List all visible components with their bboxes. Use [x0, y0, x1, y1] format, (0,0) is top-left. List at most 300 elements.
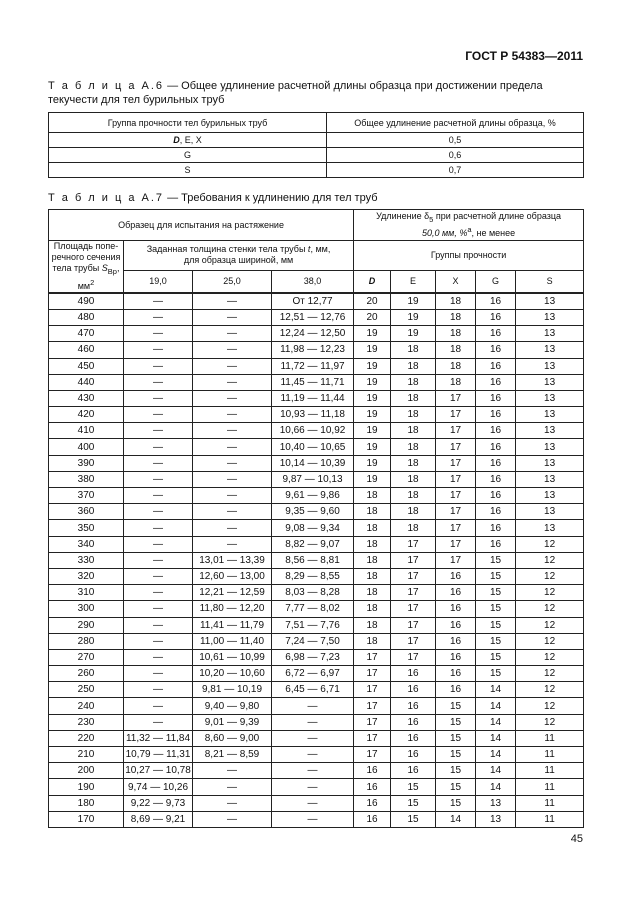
width-19-cell: — — [124, 666, 193, 682]
page-number: 45 — [570, 833, 583, 845]
group-d-cell: 20 — [354, 293, 391, 310]
group-s-cell: 12 — [516, 617, 584, 633]
area-cell: 420 — [49, 407, 124, 423]
width-19-cell: — — [124, 423, 193, 439]
area-cell: 480 — [49, 309, 124, 325]
area-cell: 240 — [49, 698, 124, 714]
area-cell: 370 — [49, 488, 124, 504]
group-e-cell: 18 — [391, 455, 436, 471]
group-e-cell: 16 — [391, 730, 436, 746]
group-d-cell: 18 — [354, 488, 391, 504]
width-25-cell: — — [193, 455, 272, 471]
group-s-cell: 12 — [516, 633, 584, 649]
group-x-cell: 16 — [436, 666, 476, 682]
table-a6-header-elongation: Общее удлинение расчетной длины образца, % — [327, 113, 584, 133]
width-19-cell: — — [124, 504, 193, 520]
group-s-cell: 13 — [516, 471, 584, 487]
width-25-cell: — — [193, 293, 272, 310]
width-25-cell: — — [193, 520, 272, 536]
group-s-cell: 11 — [516, 763, 584, 779]
group-g-cell: 15 — [476, 552, 516, 568]
width-19-cell: — — [124, 633, 193, 649]
group-x-cell: 16 — [436, 601, 476, 617]
width-19-cell: — — [124, 520, 193, 536]
width-19-cell: — — [124, 309, 193, 325]
group-g-cell: 16 — [476, 520, 516, 536]
group-e-cell: 17 — [391, 601, 436, 617]
width-25-cell: — — [193, 811, 272, 827]
header-area-sup: 2 — [90, 277, 95, 287]
header-area-text-5: мм — [77, 280, 91, 291]
group-cell-text: , E, X — [179, 135, 202, 145]
width-38-cell: 6,72 — 6,97 — [272, 666, 354, 682]
table-a6-label: Т а б л и ц а А.6 — [48, 80, 165, 92]
header-elongation — [354, 210, 584, 241]
group-x-cell: 17 — [436, 455, 476, 471]
area-cell: 340 — [49, 536, 124, 552]
table-row — [49, 455, 584, 471]
group-e-cell: 18 — [391, 358, 436, 374]
group-cell — [49, 133, 327, 148]
group-d-cell: 17 — [354, 730, 391, 746]
table-row — [49, 552, 584, 568]
header-width-38: 38,0 — [272, 270, 354, 293]
width-38-cell: 8,29 — 8,55 — [272, 568, 354, 584]
group-e-cell: 16 — [391, 714, 436, 730]
group-g-cell: 14 — [476, 747, 516, 763]
width-25-cell: 9,81 — 10,19 — [193, 682, 272, 698]
elongation-cell: 0,7 — [327, 163, 584, 178]
table-row — [49, 326, 584, 342]
group-g-cell: 16 — [476, 439, 516, 455]
group-e-cell: 17 — [391, 568, 436, 584]
area-cell: 300 — [49, 601, 124, 617]
group-g-cell: 16 — [476, 407, 516, 423]
width-19-cell: — — [124, 682, 193, 698]
area-cell: 490 — [49, 293, 124, 310]
group-d-cell: 18 — [354, 504, 391, 520]
group-s-cell: 13 — [516, 504, 584, 520]
group-g-cell: 14 — [476, 682, 516, 698]
width-19-cell: 10,27 — 10,78 — [124, 763, 193, 779]
group-x-cell: 18 — [436, 293, 476, 310]
header-area-text-2: речного сечения — [51, 252, 121, 262]
group-d-cell: 19 — [354, 407, 391, 423]
group-d-cell: 16 — [354, 811, 391, 827]
width-19-cell: — — [124, 698, 193, 714]
table-row — [49, 601, 584, 617]
width-38-cell: — — [272, 730, 354, 746]
table-row — [49, 342, 584, 358]
group-x-cell: 17 — [436, 390, 476, 406]
group-e-cell: 16 — [391, 747, 436, 763]
table-a6-header-group: Группа прочности тел бурильных труб — [49, 113, 327, 133]
group-g-cell: 14 — [476, 730, 516, 746]
group-e-cell: 18 — [391, 439, 436, 455]
table-row — [49, 374, 584, 390]
area-cell: 430 — [49, 390, 124, 406]
header-strength-groups: Группы прочности — [354, 241, 584, 271]
group-s-cell: 13 — [516, 407, 584, 423]
width-38-cell: От 12,77 — [272, 293, 354, 310]
group-d-cell: 19 — [354, 374, 391, 390]
table-row — [49, 358, 584, 374]
width-25-cell: — — [193, 390, 272, 406]
width-38-cell: 8,56 — 8,81 — [272, 552, 354, 568]
width-38-cell: — — [272, 779, 354, 795]
area-cell: 410 — [49, 423, 124, 439]
group-s-cell: 11 — [516, 779, 584, 795]
table-row — [49, 779, 584, 795]
width-38-cell: 11,72 — 11,97 — [272, 358, 354, 374]
group-e-cell: 16 — [391, 763, 436, 779]
area-cell: 290 — [49, 617, 124, 633]
group-e-cell: 17 — [391, 633, 436, 649]
group-s-cell: 12 — [516, 649, 584, 665]
group-x-cell: 17 — [436, 504, 476, 520]
group-x-cell: 16 — [436, 649, 476, 665]
group-s-cell: 13 — [516, 293, 584, 310]
area-cell: 200 — [49, 763, 124, 779]
header-elongation-sub: 5 — [429, 214, 434, 224]
group-e-cell: 18 — [391, 471, 436, 487]
group-e-cell: 19 — [391, 309, 436, 325]
group-g-cell: 16 — [476, 309, 516, 325]
group-s-cell: 13 — [516, 309, 584, 325]
table-a7-body — [49, 293, 584, 828]
table-row — [49, 439, 584, 455]
area-cell: 330 — [49, 552, 124, 568]
group-g-cell: 15 — [476, 666, 516, 682]
group-s-cell: 13 — [516, 488, 584, 504]
group-e-cell: 18 — [391, 390, 436, 406]
width-38-cell: 12,51 — 12,76 — [272, 309, 354, 325]
group-s-cell: 12 — [516, 601, 584, 617]
area-cell: 400 — [49, 439, 124, 455]
width-19-cell: 11,32 — 11,84 — [124, 730, 193, 746]
group-g-cell: 16 — [476, 455, 516, 471]
table-row — [49, 795, 584, 811]
table-row — [49, 730, 584, 746]
table-row — [49, 536, 584, 552]
area-cell: 320 — [49, 568, 124, 584]
group-g-cell: 15 — [476, 601, 516, 617]
area-cell: 470 — [49, 326, 124, 342]
width-19-cell: 9,22 — 9,73 — [124, 795, 193, 811]
width-19-cell: — — [124, 407, 193, 423]
group-g-cell: 16 — [476, 342, 516, 358]
group-d-cell: 17 — [354, 649, 391, 665]
width-38-cell: — — [272, 811, 354, 827]
width-19-cell: — — [124, 714, 193, 730]
group-e-cell: 18 — [391, 342, 436, 358]
group-s-cell: 13 — [516, 439, 584, 455]
group-x-cell: 18 — [436, 342, 476, 358]
table-row — [49, 390, 584, 406]
group-s-cell: 12 — [516, 568, 584, 584]
header-area-text-4: , — [116, 263, 120, 273]
group-s-cell: 12 — [516, 714, 584, 730]
header-thickness — [124, 241, 354, 271]
group-d-cell: 18 — [354, 568, 391, 584]
width-25-cell: 12,21 — 12,59 — [193, 585, 272, 601]
group-s-cell: 13 — [516, 423, 584, 439]
group-x-cell: 17 — [436, 536, 476, 552]
group-d-cell: 17 — [354, 666, 391, 682]
width-19-cell: — — [124, 488, 193, 504]
group-d-cell: 19 — [354, 390, 391, 406]
width-25-cell: 9,01 — 9,39 — [193, 714, 272, 730]
width-38-cell: — — [272, 747, 354, 763]
table-a7-label: Т а б л и ц а А.7 — [48, 192, 165, 204]
width-25-cell: — — [193, 358, 272, 374]
area-cell: 190 — [49, 779, 124, 795]
table-row — [49, 585, 584, 601]
table-row — [49, 811, 584, 827]
group-x-cell: 16 — [436, 568, 476, 584]
header-thickness-text-1: Заданная толщина стенки тела трубы — [146, 244, 308, 255]
group-x-cell: 16 — [436, 682, 476, 698]
group-x-cell: 15 — [436, 795, 476, 811]
width-38-cell: 9,87 — 10,13 — [272, 471, 354, 487]
area-cell: 170 — [49, 811, 124, 827]
group-x-cell: 16 — [436, 617, 476, 633]
width-19-cell: 8,69 — 9,21 — [124, 811, 193, 827]
header-group-g: G — [476, 270, 516, 293]
width-19-cell: — — [124, 390, 193, 406]
area-cell: 310 — [49, 585, 124, 601]
width-38-cell: 12,24 — 12,50 — [272, 326, 354, 342]
width-19-cell: — — [124, 471, 193, 487]
group-g-cell: 16 — [476, 423, 516, 439]
group-d-cell: 19 — [354, 455, 391, 471]
group-g-cell: 13 — [476, 811, 516, 827]
width-38-cell: 6,98 — 7,23 — [272, 649, 354, 665]
width-25-cell: — — [193, 407, 272, 423]
width-38-cell: 9,35 — 9,60 — [272, 504, 354, 520]
header-elongation-sup: a — [467, 225, 472, 235]
width-19-cell: — — [124, 552, 193, 568]
header-group-s: S — [516, 270, 584, 293]
header-elongation-text-1: Удлинение δ — [376, 210, 430, 221]
table-row — [49, 423, 584, 439]
group-d-cell: 16 — [354, 763, 391, 779]
group-s-cell: 13 — [516, 390, 584, 406]
width-38-cell: 10,93 — 11,18 — [272, 407, 354, 423]
group-x-cell: 15 — [436, 779, 476, 795]
group-x-cell: 15 — [436, 763, 476, 779]
header-elongation-text-3: 50,0 мм, % — [421, 228, 468, 239]
table-row — [49, 747, 584, 763]
group-x-cell: 18 — [436, 358, 476, 374]
header-group-x: X — [436, 270, 476, 293]
width-38-cell: — — [272, 763, 354, 779]
header-area-text-3: тела трубы — [52, 263, 102, 273]
width-25-cell: 9,40 — 9,80 — [193, 698, 272, 714]
header-thickness-text-2: , мм, — [310, 244, 331, 255]
group-g-cell: 16 — [476, 488, 516, 504]
width-19-cell: 9,74 — 10,26 — [124, 779, 193, 795]
group-s-cell: 13 — [516, 455, 584, 471]
width-38-cell: 6,45 — 6,71 — [272, 682, 354, 698]
area-cell: 380 — [49, 471, 124, 487]
area-cell: 210 — [49, 747, 124, 763]
width-25-cell: — — [193, 471, 272, 487]
group-x-cell: 17 — [436, 423, 476, 439]
group-e-cell: 17 — [391, 649, 436, 665]
width-25-cell: 10,61 — 10,99 — [193, 649, 272, 665]
group-g-cell: 15 — [476, 568, 516, 584]
group-cell-bold: D — [173, 135, 180, 145]
group-e-cell: 17 — [391, 585, 436, 601]
header-area — [49, 241, 124, 293]
width-25-cell: 11,41 — 11,79 — [193, 617, 272, 633]
area-cell: 360 — [49, 504, 124, 520]
group-g-cell: 15 — [476, 617, 516, 633]
area-cell: 390 — [49, 455, 124, 471]
group-d-cell: 20 — [354, 309, 391, 325]
width-38-cell: — — [272, 698, 354, 714]
area-cell: 350 — [49, 520, 124, 536]
group-s-cell: 13 — [516, 374, 584, 390]
group-x-cell: 18 — [436, 374, 476, 390]
area-cell: 230 — [49, 714, 124, 730]
group-d-cell: 16 — [354, 795, 391, 811]
group-x-cell: 16 — [436, 633, 476, 649]
header-elongation-text-4: , не менее — [471, 228, 516, 239]
group-d-cell: 18 — [354, 601, 391, 617]
table-row — [49, 714, 584, 730]
table-row — [49, 163, 584, 178]
group-g-cell: 16 — [476, 358, 516, 374]
width-19-cell: — — [124, 342, 193, 358]
area-cell: 440 — [49, 374, 124, 390]
header-elongation-text-2: при расчетной длине образца — [433, 210, 562, 221]
width-25-cell: 8,60 — 9,00 — [193, 730, 272, 746]
group-g-cell: 15 — [476, 633, 516, 649]
width-38-cell: 7,77 — 8,02 — [272, 601, 354, 617]
width-19-cell: — — [124, 617, 193, 633]
group-s-cell: 11 — [516, 730, 584, 746]
header-group-d: D — [354, 270, 391, 293]
table-row — [49, 649, 584, 665]
group-e-cell: 17 — [391, 552, 436, 568]
width-25-cell: 10,20 — 10,60 — [193, 666, 272, 682]
width-25-cell: 8,21 — 8,59 — [193, 747, 272, 763]
group-e-cell: 18 — [391, 423, 436, 439]
width-38-cell: 8,03 — 8,28 — [272, 585, 354, 601]
group-x-cell: 17 — [436, 552, 476, 568]
width-19-cell: 10,79 — 11,31 — [124, 747, 193, 763]
width-38-cell: 11,45 — 11,71 — [272, 374, 354, 390]
group-e-cell: 16 — [391, 666, 436, 682]
area-cell: 180 — [49, 795, 124, 811]
width-19-cell: — — [124, 601, 193, 617]
group-x-cell: 15 — [436, 730, 476, 746]
width-25-cell: — — [193, 488, 272, 504]
group-g-cell: 16 — [476, 390, 516, 406]
group-x-cell: 17 — [436, 520, 476, 536]
width-19-cell: — — [124, 455, 193, 471]
width-19-cell: — — [124, 326, 193, 342]
group-x-cell: 15 — [436, 714, 476, 730]
group-e-cell: 18 — [391, 407, 436, 423]
table-row — [49, 471, 584, 487]
group-s-cell: 11 — [516, 811, 584, 827]
group-s-cell: 13 — [516, 520, 584, 536]
group-cell-text: G — [183, 150, 191, 160]
group-cell — [49, 163, 327, 178]
document-code: ГОСТ Р 54383—2011 — [465, 49, 583, 63]
group-s-cell: 13 — [516, 342, 584, 358]
group-d-cell: 18 — [354, 617, 391, 633]
width-25-cell: — — [193, 326, 272, 342]
group-s-cell: 11 — [516, 747, 584, 763]
area-cell: 450 — [49, 358, 124, 374]
group-e-cell: 15 — [391, 795, 436, 811]
table-row — [49, 633, 584, 649]
table-row — [49, 666, 584, 682]
area-cell: 250 — [49, 682, 124, 698]
area-cell: 270 — [49, 649, 124, 665]
group-g-cell: 14 — [476, 698, 516, 714]
width-38-cell: 10,40 — 10,65 — [272, 439, 354, 455]
area-cell: 260 — [49, 666, 124, 682]
width-38-cell: 10,66 — 10,92 — [272, 423, 354, 439]
group-x-cell: 17 — [436, 439, 476, 455]
group-g-cell: 14 — [476, 714, 516, 730]
width-25-cell: — — [193, 795, 272, 811]
table-a7 — [48, 209, 584, 828]
group-e-cell: 19 — [391, 293, 436, 310]
area-cell: 280 — [49, 633, 124, 649]
group-d-cell: 18 — [354, 585, 391, 601]
width-25-cell: 11,00 — 11,40 — [193, 633, 272, 649]
width-38-cell: 9,61 — 9,86 — [272, 488, 354, 504]
group-d-cell: 19 — [354, 342, 391, 358]
width-25-cell: — — [193, 779, 272, 795]
group-x-cell: 16 — [436, 585, 476, 601]
width-25-cell: — — [193, 374, 272, 390]
table-row — [49, 682, 584, 698]
group-x-cell: 18 — [436, 326, 476, 342]
group-d-cell: 19 — [354, 439, 391, 455]
group-cell-text: S — [184, 165, 191, 175]
header-width-25: 25,0 — [193, 270, 272, 293]
width-38-cell: 10,14 — 10,39 — [272, 455, 354, 471]
width-19-cell: — — [124, 293, 193, 310]
table-a6-body — [49, 133, 584, 178]
width-25-cell: 12,60 — 13,00 — [193, 568, 272, 584]
width-25-cell: — — [193, 342, 272, 358]
header-area-text-1: Площадь попе- — [53, 241, 119, 251]
group-d-cell: 17 — [354, 698, 391, 714]
group-e-cell: 15 — [391, 811, 436, 827]
width-25-cell: — — [193, 763, 272, 779]
width-19-cell: — — [124, 374, 193, 390]
group-d-cell: 18 — [354, 552, 391, 568]
width-38-cell: — — [272, 795, 354, 811]
group-d-cell: 16 — [354, 779, 391, 795]
group-d-cell: 19 — [354, 358, 391, 374]
table-row — [49, 504, 584, 520]
group-s-cell: 12 — [516, 698, 584, 714]
group-s-cell: 13 — [516, 326, 584, 342]
width-38-cell: 8,82 — 9,07 — [272, 536, 354, 552]
table-row — [49, 617, 584, 633]
group-e-cell: 18 — [391, 520, 436, 536]
table-row — [49, 293, 584, 310]
